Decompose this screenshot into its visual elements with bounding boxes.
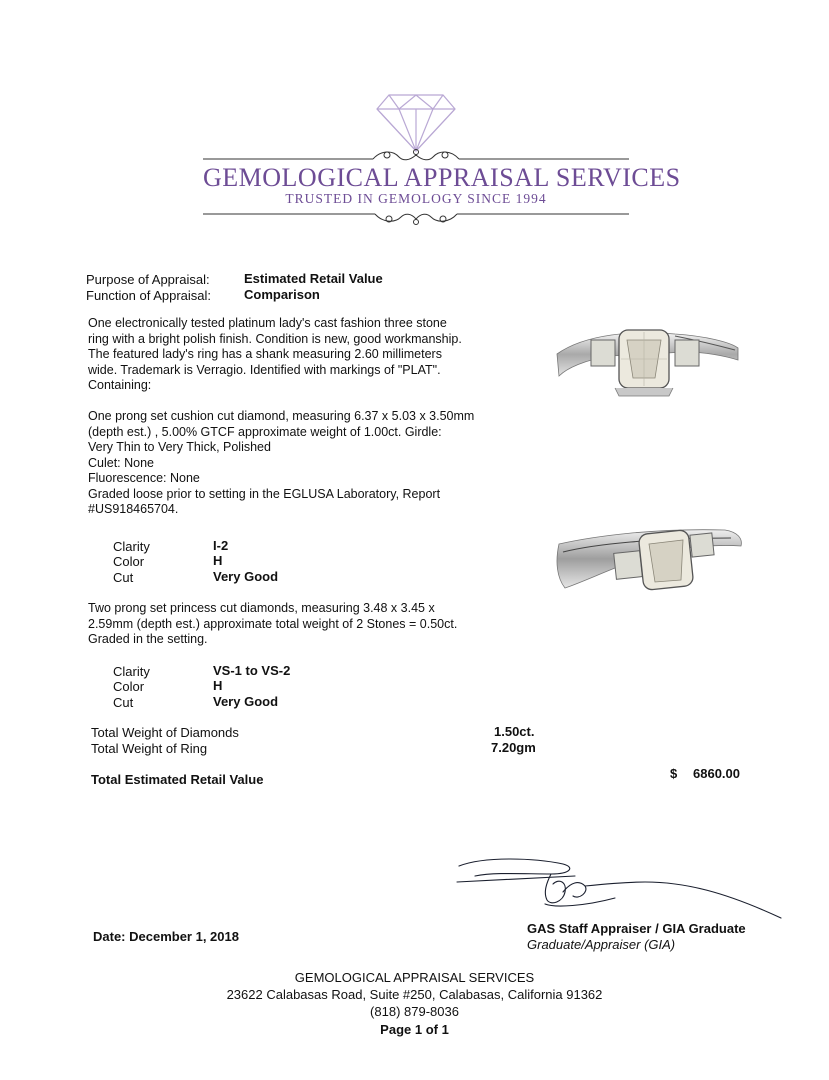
ring-description — [88, 316, 462, 394]
grade-label: Clarity — [113, 539, 150, 554]
description-line: ring with a bright polish finish. Condition is new, good workmanship. — [88, 331, 462, 346]
ring-photo-front — [555, 316, 740, 401]
brand-tagline: TRUSTED IN GEMOLOGY SINCE 1994 — [285, 191, 547, 206]
function-value: Comparison — [244, 287, 320, 302]
center-stone-description — [88, 409, 474, 518]
bottom-ornament-divider — [203, 208, 629, 228]
grade-value: H — [213, 553, 223, 568]
page-number: Page 1 of 1 — [380, 1022, 449, 1037]
appraisal-date: Date: December 1, 2018 — [93, 929, 239, 944]
ring-photo-angled — [555, 522, 745, 602]
total-retail-label: Total Estimated Retail Value — [91, 772, 264, 787]
description-line: Containing: — [88, 378, 152, 392]
grade-value: Very Good — [213, 694, 279, 709]
footer-address: 23622 Calabasas Road, Suite #250, Calabasas, California 91362 — [226, 987, 603, 1002]
center-stone-line: One prong set cushion cut diamond, measuring 6.37 x 5.03 x 3.50mm — [88, 409, 475, 423]
side-stones-line: 2.59mm (depth est.) approximate total weight of 2 Stones = 0.50ct. — [88, 616, 458, 631]
side-stones-line: Two prong set princess cut diamonds, measuring 3.48 x 3.45 x — [88, 601, 435, 615]
total-ring-label: Total Weight of Ring — [91, 741, 208, 756]
grade-value: Very Good — [213, 569, 279, 584]
grade-value: I-2 — [213, 538, 229, 553]
center-stone-line: Culet: None — [88, 455, 155, 470]
center-stone-line: #US918465704. — [88, 502, 179, 516]
side-stones-line: Graded in the setting. — [88, 632, 208, 646]
grade-label: Color — [113, 679, 145, 694]
grade-label: Clarity — [113, 664, 150, 679]
purpose-label: Purpose of Appraisal: — [86, 272, 210, 287]
grade-label: Cut — [113, 695, 134, 710]
appraiser-title: GAS Staff Appraiser / GIA Graduate — [527, 921, 746, 936]
grade-value: H — [213, 678, 223, 693]
appraiser-signature — [455, 852, 785, 924]
diamond-outline-icon — [375, 93, 457, 153]
grade-label: Cut — [113, 570, 134, 585]
total-diamonds-value: 1.50ct. — [494, 724, 535, 739]
brand-title: GEMOLOGICAL APPRAISAL SERVICES — [203, 163, 681, 192]
description-line: wide. Trademark is Verragio. Identified with markings of "PLAT". — [88, 362, 441, 377]
top-ornament-divider — [203, 146, 629, 164]
total-ring-value: 7.20gm — [491, 740, 536, 755]
total-retail-value: 6860.00 — [693, 766, 740, 781]
total-diamonds-label: Total Weight of Diamonds — [91, 725, 239, 740]
side-stones-description — [88, 601, 457, 648]
function-label: Function of Appraisal: — [86, 288, 212, 303]
appraiser-subtitle: Graduate/Appraiser (GIA) — [527, 937, 676, 952]
center-stone-line: Graded loose prior to setting in the EGLUSA Laboratory, Report — [88, 486, 441, 501]
currency-symbol: $ — [670, 766, 678, 781]
center-stone-line: Fluorescence: None — [88, 471, 200, 485]
center-stone-line: Very Thin to Very Thick, Polished — [88, 440, 271, 454]
grade-label: Color — [113, 554, 145, 569]
description-line: One electronically tested platinum lady's cast fashion three stone — [88, 316, 447, 330]
footer-company: GEMOLOGICAL APPRAISAL SERVICES — [294, 970, 535, 985]
description-line: The featured lady's ring has a shank measuring 2.60 millimeters — [88, 347, 442, 361]
center-stone-line: (depth est.) , 5.00% GTCF approximate weight of 1.00ct. Girdle: — [88, 424, 442, 439]
purpose-value: Estimated Retail Value — [244, 271, 383, 286]
grade-value: VS-1 to VS-2 — [213, 663, 291, 678]
footer-phone: (818) 879-8036 — [370, 1004, 459, 1019]
